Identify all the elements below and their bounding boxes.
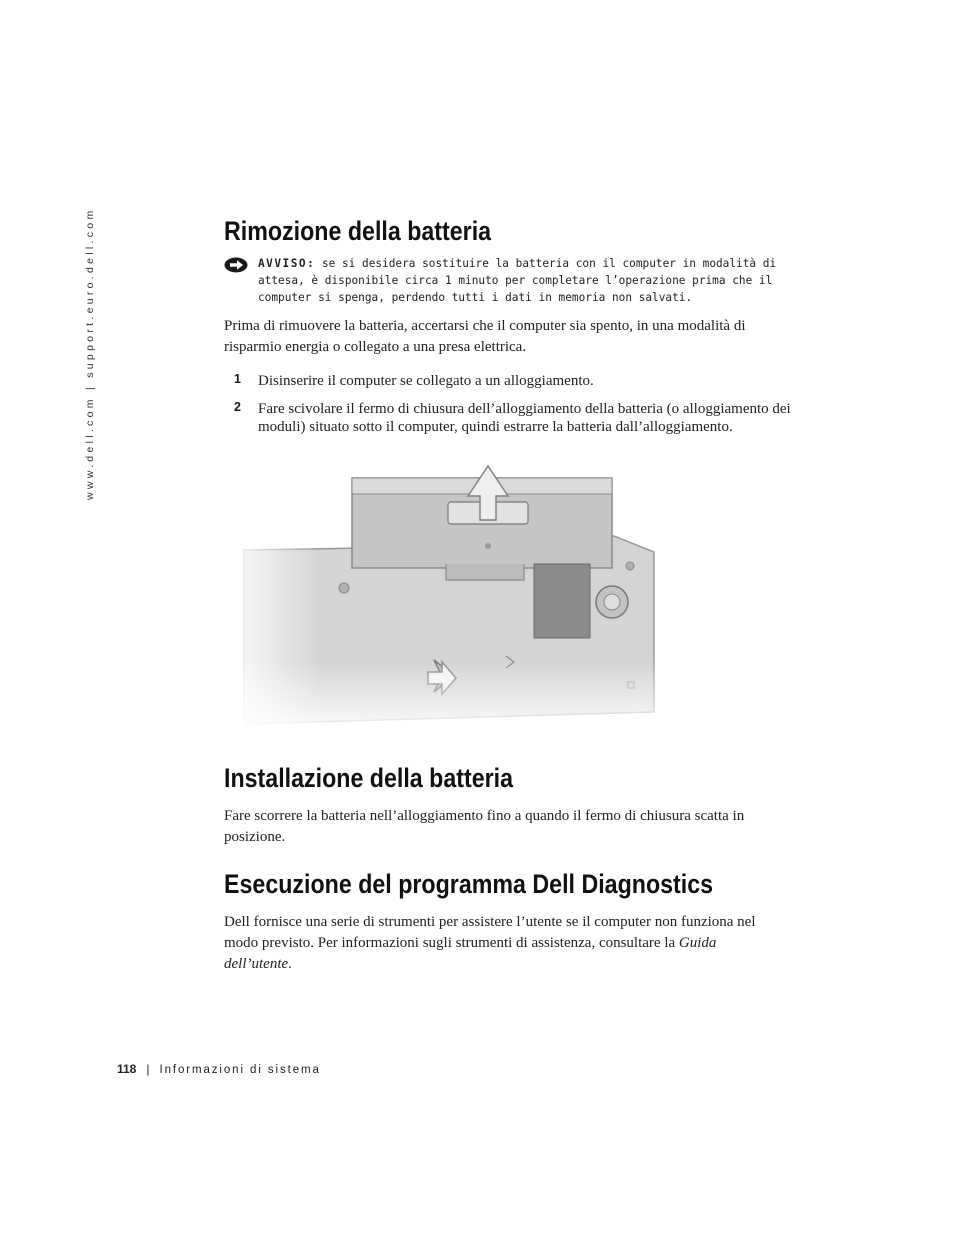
intro-paragraph: Prima di rimuovere la batteria, accertarsi che il computer sia spento, in una modalità di risparmio energia o collegato a una presa elettrica. <box>224 318 746 355</box>
step-item-1 <box>224 372 804 390</box>
diagnostics-text-end: . <box>288 956 292 972</box>
step-number: 2 <box>234 400 241 414</box>
heading-install-battery: Installazione della batteria <box>224 763 514 793</box>
notice-text-block <box>258 255 824 306</box>
footer-separator: | <box>146 1062 150 1076</box>
step-item-2 <box>224 400 804 436</box>
step-number: 1 <box>234 372 241 386</box>
footer-section-label: Informazioni di sistema <box>159 1064 321 1076</box>
diagnostics-text: Dell fornisce una serie di strumenti per assistere l’utente se il computer non funziona nel modo previsto. Per informazioni sugli strumenti di assistenza, consultare la <box>224 914 756 951</box>
heading-dell-diagnostics: Esecuzione del programma Dell Diagnostics <box>224 869 714 899</box>
install-paragraph: Fare scorrere la batteria nell’alloggiamento fino a quando il fermo di chiusura scatta in posizione. <box>224 808 745 845</box>
notice-text: se si desidera sostituire la batteria con il computer in modalità di attesa, è disponibile circa 1 minuto per completare l’operazione prima che il computer si spenga, perdendo tutti i dati in memoria non salvati. <box>258 257 777 304</box>
page-footer <box>117 1062 321 1076</box>
battery-removal-illustration <box>224 462 664 737</box>
notice-box <box>224 255 824 306</box>
user-guide-reference: Guida dell’utente <box>224 935 717 972</box>
page-number: 118 <box>117 1062 137 1076</box>
side-url: www.dell.com | support.euro.dell.com <box>84 207 96 500</box>
notice-label: AVVISO: <box>258 257 316 270</box>
heading-remove-battery: Rimozione della batteria <box>224 216 492 246</box>
notice-arrow-icon <box>224 257 248 273</box>
step-text: Fare scivolare il fermo di chiusura dell’alloggiamento della batteria (o alloggiamento dei moduli) situato sotto il computer, quindi estrarre la batteria dall’alloggiamento. <box>258 401 791 435</box>
diagnostics-paragraph <box>224 912 784 975</box>
step-text: Disinserire il computer se collegato a un alloggiamento. <box>258 373 594 389</box>
